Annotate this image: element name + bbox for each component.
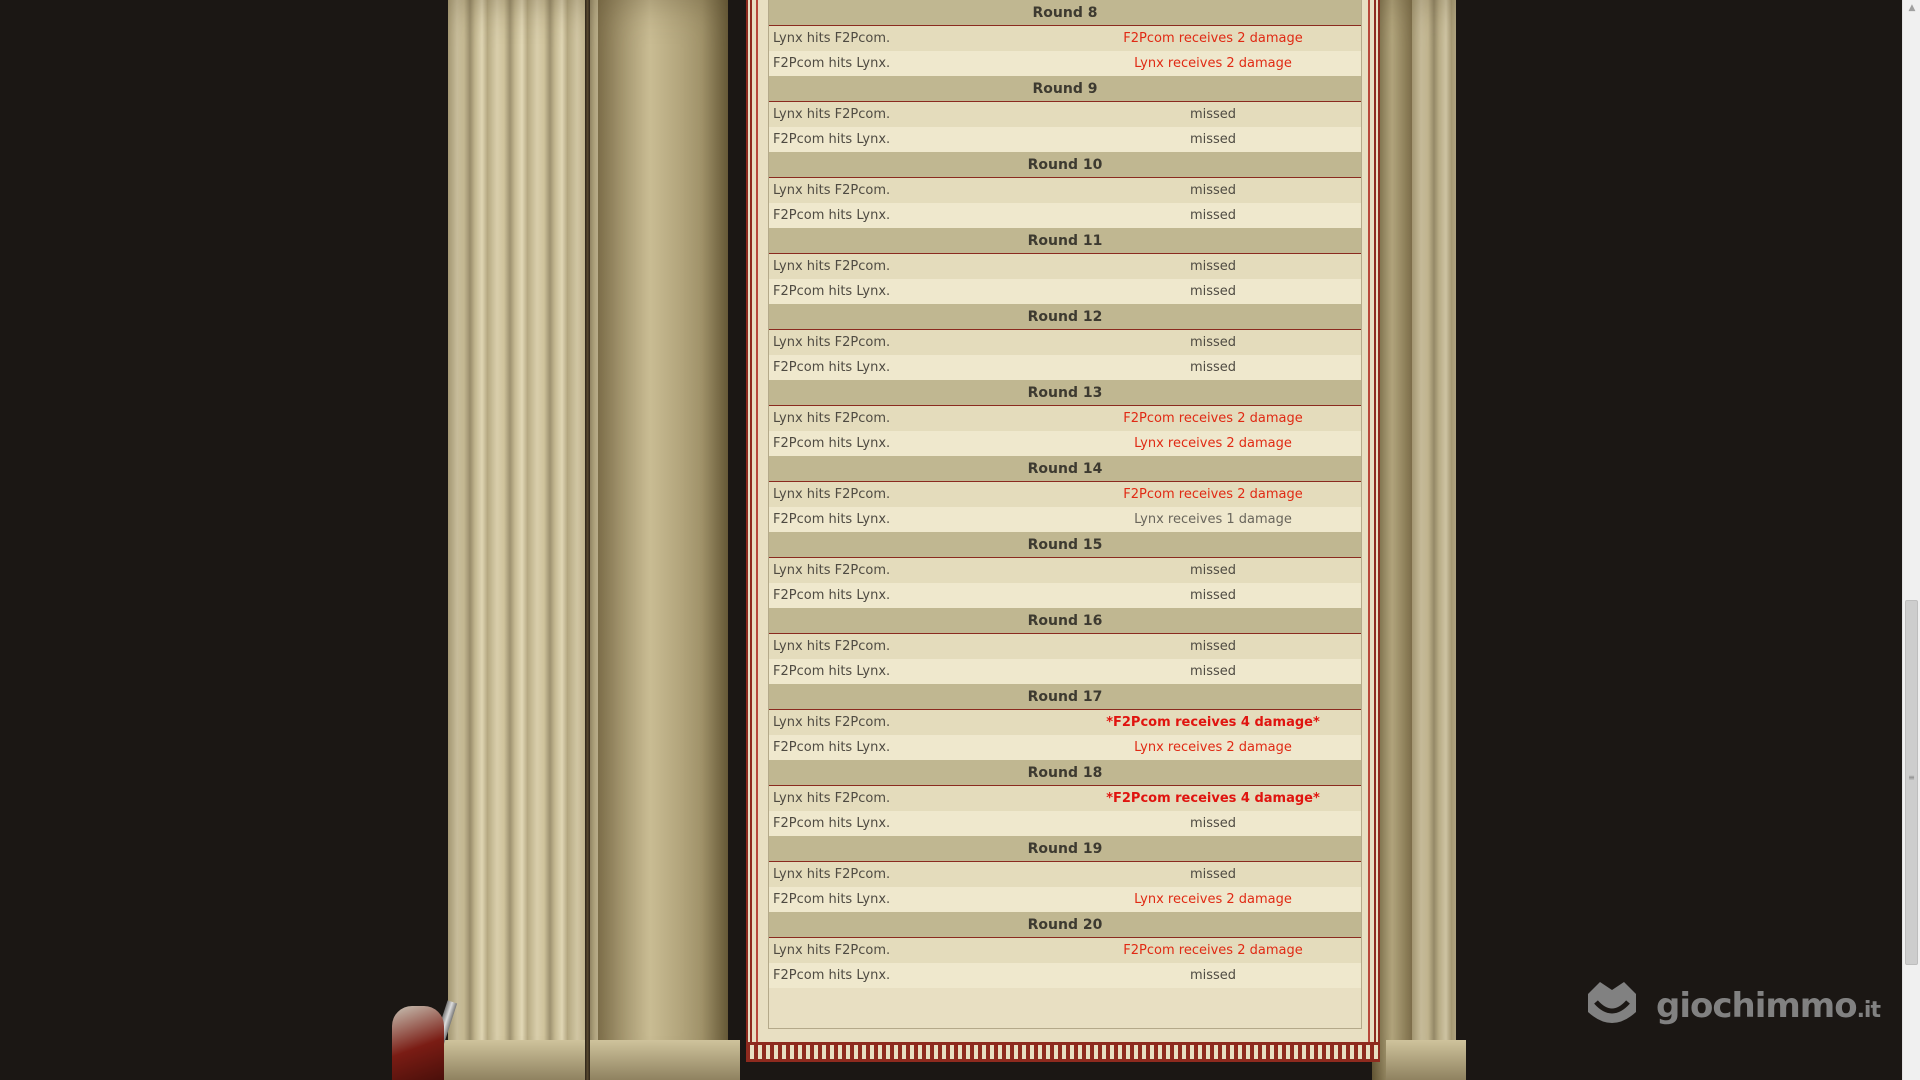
- combat-action: Lynx hits F2Pcom.: [773, 411, 891, 426]
- round-header: Round 14: [769, 456, 1361, 482]
- combat-row: [769, 127, 1361, 152]
- combat-action: Lynx hits F2Pcom.: [773, 183, 891, 198]
- combat-result: F2Pcom receives 2 damage: [1123, 943, 1303, 958]
- column-base-right: [1386, 1040, 1466, 1080]
- combat-result: missed: [1189, 284, 1237, 299]
- combat-action: Lynx hits F2Pcom.: [773, 639, 891, 654]
- round-header: Round 11: [769, 228, 1361, 254]
- combat-action: F2Pcom hits Lynx.: [773, 892, 891, 907]
- combat-result: missed: [1189, 664, 1237, 679]
- combat-row: [769, 659, 1361, 684]
- combat-row: [769, 279, 1361, 304]
- combat-result: missed: [1189, 183, 1237, 198]
- combat-result: missed: [1189, 360, 1237, 375]
- combat-row: [769, 938, 1361, 963]
- combat-result: missed: [1189, 867, 1237, 882]
- combat-result: Lynx receives 2 damage: [1134, 892, 1292, 907]
- column-left: [448, 0, 598, 1080]
- combat-action: F2Pcom hits Lynx.: [773, 968, 891, 983]
- combat-row: [769, 178, 1361, 203]
- combat-row: [769, 254, 1361, 279]
- combat-action: Lynx hits F2Pcom.: [773, 563, 891, 578]
- combat-action: Lynx hits F2Pcom.: [773, 31, 891, 46]
- combat-row: [769, 26, 1361, 51]
- combat-row: [769, 887, 1361, 912]
- combat-action: F2Pcom hits Lynx.: [773, 816, 891, 831]
- combat-result: F2Pcom receives 2 damage: [1123, 31, 1303, 46]
- combat-row: [769, 330, 1361, 355]
- combat-row: [769, 102, 1361, 127]
- combat-result: missed: [1189, 563, 1237, 578]
- combat-row: [769, 583, 1361, 608]
- round-header: Round 10: [769, 152, 1361, 178]
- combat-action: F2Pcom hits Lynx.: [773, 208, 891, 223]
- combat-action: Lynx hits F2Pcom.: [773, 715, 891, 730]
- round-header: Round 15: [769, 532, 1361, 558]
- combat-action: F2Pcom hits Lynx.: [773, 740, 891, 755]
- watermark-text: [1656, 986, 1880, 1026]
- greek-key-border: [746, 1042, 1380, 1062]
- combat-log-table: [768, 0, 1362, 1029]
- combat-row: [769, 735, 1361, 760]
- combat-action: Lynx hits F2Pcom.: [773, 259, 891, 274]
- combat-result: Lynx receives 2 damage: [1134, 56, 1292, 71]
- helmet-decoration: [392, 1006, 444, 1080]
- log-padding: [769, 988, 1361, 1028]
- combat-action: F2Pcom hits Lynx.: [773, 512, 891, 527]
- page-scrollbar[interactable]: [1902, 0, 1920, 1080]
- watermark-brand: giochimmo: [1656, 986, 1857, 1026]
- column-right: [1412, 0, 1456, 1080]
- combat-row: [769, 710, 1361, 735]
- combat-result: Lynx receives 2 damage: [1134, 740, 1292, 755]
- combat-action: Lynx hits F2Pcom.: [773, 791, 891, 806]
- combat-row: [769, 862, 1361, 887]
- watermark-tld: .it: [1856, 998, 1880, 1023]
- combat-result: missed: [1189, 639, 1237, 654]
- round-header: Round 17: [769, 684, 1361, 710]
- giochimmo-logo-icon: [1580, 972, 1644, 1032]
- round-header: Round 18: [769, 760, 1361, 786]
- combat-action: F2Pcom hits Lynx.: [773, 132, 891, 147]
- combat-action: Lynx hits F2Pcom.: [773, 107, 891, 122]
- combat-action: Lynx hits F2Pcom.: [773, 867, 891, 882]
- combat-action: F2Pcom hits Lynx.: [773, 588, 891, 603]
- combat-action: F2Pcom hits Lynx.: [773, 664, 891, 679]
- combat-result: missed: [1189, 132, 1237, 147]
- combat-row: [769, 963, 1361, 988]
- column-left-shadow: [598, 0, 728, 1080]
- round-header: Round 13: [769, 380, 1361, 406]
- combat-result: missed: [1189, 208, 1237, 223]
- combat-result: missed: [1189, 816, 1237, 831]
- combat-action: F2Pcom hits Lynx.: [773, 56, 891, 71]
- combat-action: Lynx hits F2Pcom.: [773, 335, 891, 350]
- combat-result: *F2Pcom receives 4 damage*: [1106, 791, 1320, 806]
- combat-row: [769, 406, 1361, 431]
- combat-row: [769, 811, 1361, 836]
- scroll-grip-icon: ≡: [1908, 773, 1915, 782]
- combat-result: F2Pcom receives 2 damage: [1123, 487, 1303, 502]
- combat-row: [769, 51, 1361, 76]
- combat-result: missed: [1189, 107, 1237, 122]
- combat-action: F2Pcom hits Lynx.: [773, 436, 891, 451]
- combat-result: Lynx receives 1 damage: [1134, 512, 1292, 527]
- watermark: [1580, 972, 1880, 1036]
- round-header: Round 16: [769, 608, 1361, 634]
- round-header: Round 12: [769, 304, 1361, 330]
- combat-result: missed: [1189, 335, 1237, 350]
- combat-row: [769, 786, 1361, 811]
- combat-row: [769, 203, 1361, 228]
- combat-action: F2Pcom hits Lynx.: [773, 284, 891, 299]
- round-header: Round 9: [769, 76, 1361, 102]
- combat-result: missed: [1189, 968, 1237, 983]
- combat-row: [769, 634, 1361, 659]
- combat-row: [769, 431, 1361, 456]
- combat-row: [769, 482, 1361, 507]
- scroll-thumb[interactable]: [1905, 600, 1918, 965]
- combat-result: F2Pcom receives 2 damage: [1123, 411, 1303, 426]
- combat-result: missed: [1189, 588, 1237, 603]
- combat-action: F2Pcom hits Lynx.: [773, 360, 891, 375]
- round-header: Round 19: [769, 836, 1361, 862]
- combat-result: Lynx receives 2 damage: [1134, 436, 1292, 451]
- combat-action: Lynx hits F2Pcom.: [773, 487, 891, 502]
- spear-decoration: [585, 0, 590, 1080]
- scroll-up-arrow[interactable]: ▲: [1908, 3, 1916, 13]
- combat-row: [769, 507, 1361, 532]
- combat-result: *F2Pcom receives 4 damage*: [1106, 715, 1320, 730]
- round-header: Round 20: [769, 912, 1361, 938]
- combat-row: [769, 558, 1361, 583]
- combat-row: [769, 355, 1361, 380]
- combat-action: Lynx hits F2Pcom.: [773, 943, 891, 958]
- round-header: Round 8: [769, 0, 1361, 26]
- combat-result: missed: [1189, 259, 1237, 274]
